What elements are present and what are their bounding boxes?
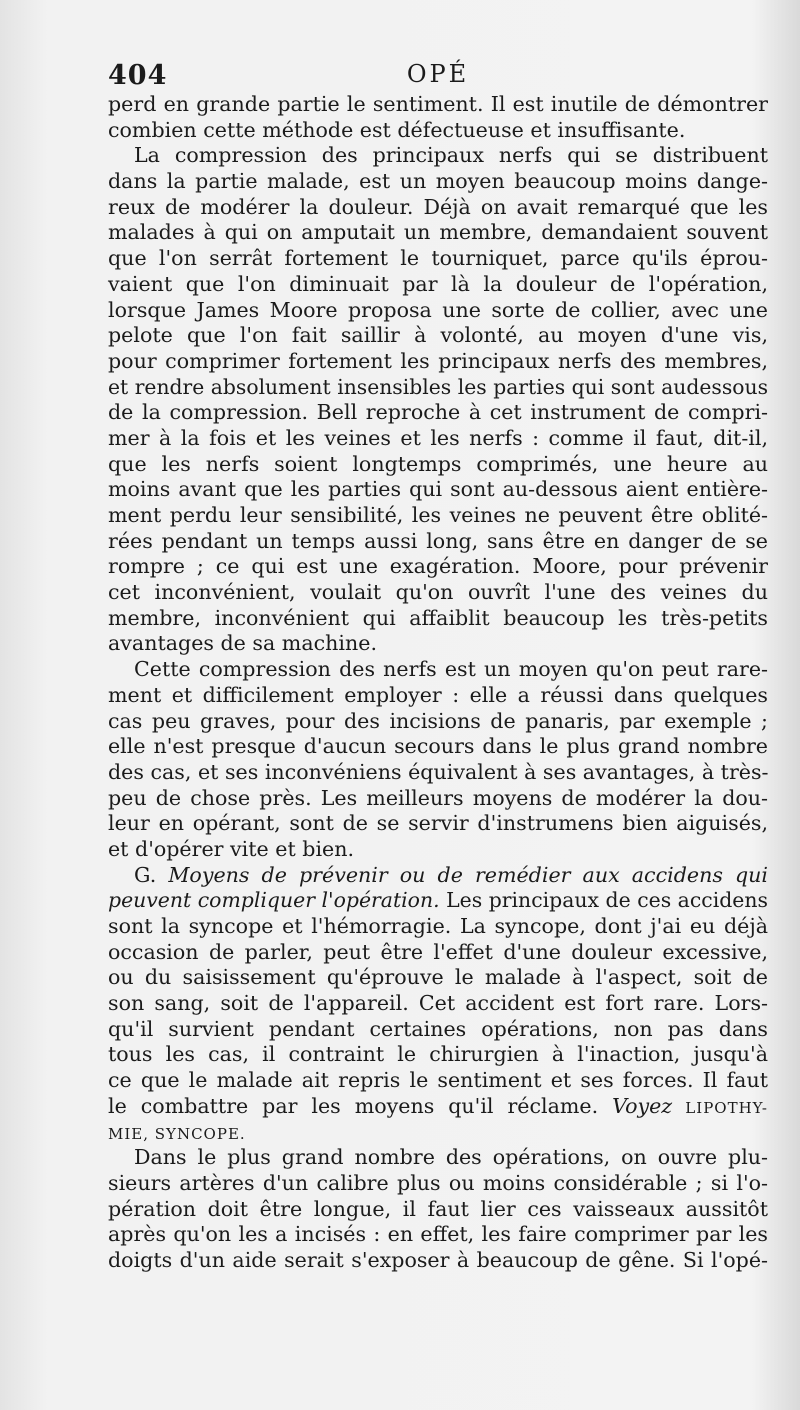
text-line: tous les cas, il contraint le chirurgien à l'inaction, jusqu'à — [108, 1042, 768, 1067]
text-line: pération doit être longue, il faut lier ces vaisseaux aussitôt — [108, 1196, 768, 1221]
text-line — [108, 1120, 768, 1146]
text-line: perd en grande partie le sentiment. Il est inutile de démontrer — [108, 92, 768, 116]
section-title: Moyens de prévenir ou de remédier aux accidens qui — [168, 862, 769, 887]
page-header — [108, 60, 768, 96]
text-line: occasion de parler, peut être l'effet d'une douleur excessive, — [108, 939, 768, 964]
text-line: que les nerfs soient longtemps comprimés, une heure au — [108, 451, 768, 476]
text-line: malades à qui on amputait un membre, demandaient souvent — [108, 220, 768, 245]
text-line: après qu'on les a incisés : en effet, les faire comprimer par les — [108, 1222, 768, 1247]
text-line: moins avant que les parties qui sont au-dessous aient entière- — [108, 477, 768, 502]
text-line: dans la partie malade, est un moyen beaucoup moins dange- — [108, 169, 768, 194]
cross-reference-target: LIPOTHY- — [672, 1098, 768, 1117]
text-line: et rendre absolument insensibles les parties qui sont audessous — [108, 374, 768, 399]
text-line: peu de chose près. Les meilleurs moyens de modérer la dou- — [108, 785, 768, 810]
section-label: G. — [134, 862, 157, 887]
text-line: doigts d'un aide serait s'exposer à beaucoup de gêne. Si l'opé- — [108, 1247, 768, 1272]
text-line: rées pendant un temps aussi long, sans être en danger de se — [108, 528, 768, 553]
text-line: sieurs artères d'un calibre plus ou moins considérable ; si l'o- — [108, 1170, 768, 1195]
text-line: combien cette méthode est défectueuse et insuffisante. — [108, 117, 686, 142]
text-line: sont la syncope et l'hémorragie. La syncope, dont j'ai eu déjà — [108, 914, 768, 938]
text-line: Cette compression des nerfs est un moyen qu'on peut rare- — [134, 657, 768, 682]
text-line: ou du saisissement qu'éprouve le malade à l'aspect, soit de — [108, 965, 768, 990]
cross-reference-target: MIE, SYNCOPE. — [108, 1124, 246, 1143]
text-line: La compression des principaux nerfs qui se distribuent — [134, 143, 768, 168]
text-line: ment et difficilement employer : elle a réussi dans quelques — [108, 682, 768, 707]
text-line: mer à la fois et les veines et les nerfs : comme il faut, dit-il, — [108, 425, 768, 450]
text-line: cet inconvénient, voulait qu'on ouvrît l'une des veines du — [108, 580, 768, 605]
text-line: ment perdu leur sensibilité, les veines ne peuvent être oblité- — [108, 503, 768, 527]
running-head: OPÉ — [406, 60, 470, 88]
section-heading-line: peuvent compliquer l'opération. Les principaux de ces accidens — [108, 888, 768, 913]
text-line: le combattre par les moyens qu'il réclame. Voyez LIPOTHY- — [108, 1093, 768, 1118]
text-line: qu'il survient pendant certaines opérations, non pas dans — [108, 1016, 768, 1041]
section-heading-line — [108, 863, 768, 889]
text-line: pelote que l'on fait saillir à volonté, au moyen d'une vis, — [108, 323, 768, 348]
text-line: lorsque James Moore proposa une sorte de collier, avec une — [108, 297, 768, 322]
text-line: son sang, soit de l'appareil. Cet accident est fort rare. Lors- — [108, 991, 768, 1016]
text-line: cas peu graves, pour des incisions de panaris, par exemple ; — [108, 708, 768, 733]
text-line: vaient que l'on diminuait par là la douleur de l'opération, — [108, 271, 768, 296]
text-line: rompre ; ce qui est une exagération. Moore, pour prévenir — [108, 554, 768, 579]
text-line: des cas, et ses inconvéniens équivalent à ses avantages, à très- — [108, 759, 769, 784]
text-line: Dans le plus grand nombre des opérations, on ouvre plu- — [134, 1145, 768, 1170]
text-line: avantages de sa machine. — [108, 631, 377, 656]
text-line: leur en opérant, sont de se servir d'instrumens bien aiguisés, — [108, 811, 768, 836]
text-line: et d'opérer vite et bien. — [108, 836, 355, 861]
text-line: que l'on serrât fortement le tourniquet, parce qu'ils éprou- — [108, 246, 768, 271]
cross-reference: Voyez — [598, 1093, 673, 1118]
text-line: de la compression. Bell reproche à cet instrument de compri- — [108, 400, 768, 425]
section-title: peuvent compliquer l'opération. — [108, 888, 440, 913]
body-text — [108, 92, 768, 1274]
text-line: ce que le malade ait repris le sentiment et ses forces. Il faut — [108, 1068, 768, 1093]
text-line: membre, inconvénient qui affaiblit beaucoup les très-petits — [108, 605, 768, 630]
text-line: pour comprimer fortement les principaux nerfs des membres, — [108, 348, 768, 373]
text-line: reux de modérer la douleur. Déjà on avait remarqué que les — [108, 194, 768, 219]
text-line: elle n'est presque d'aucun secours dans le plus grand nombre — [108, 734, 768, 759]
page-number: 404 — [108, 60, 168, 91]
